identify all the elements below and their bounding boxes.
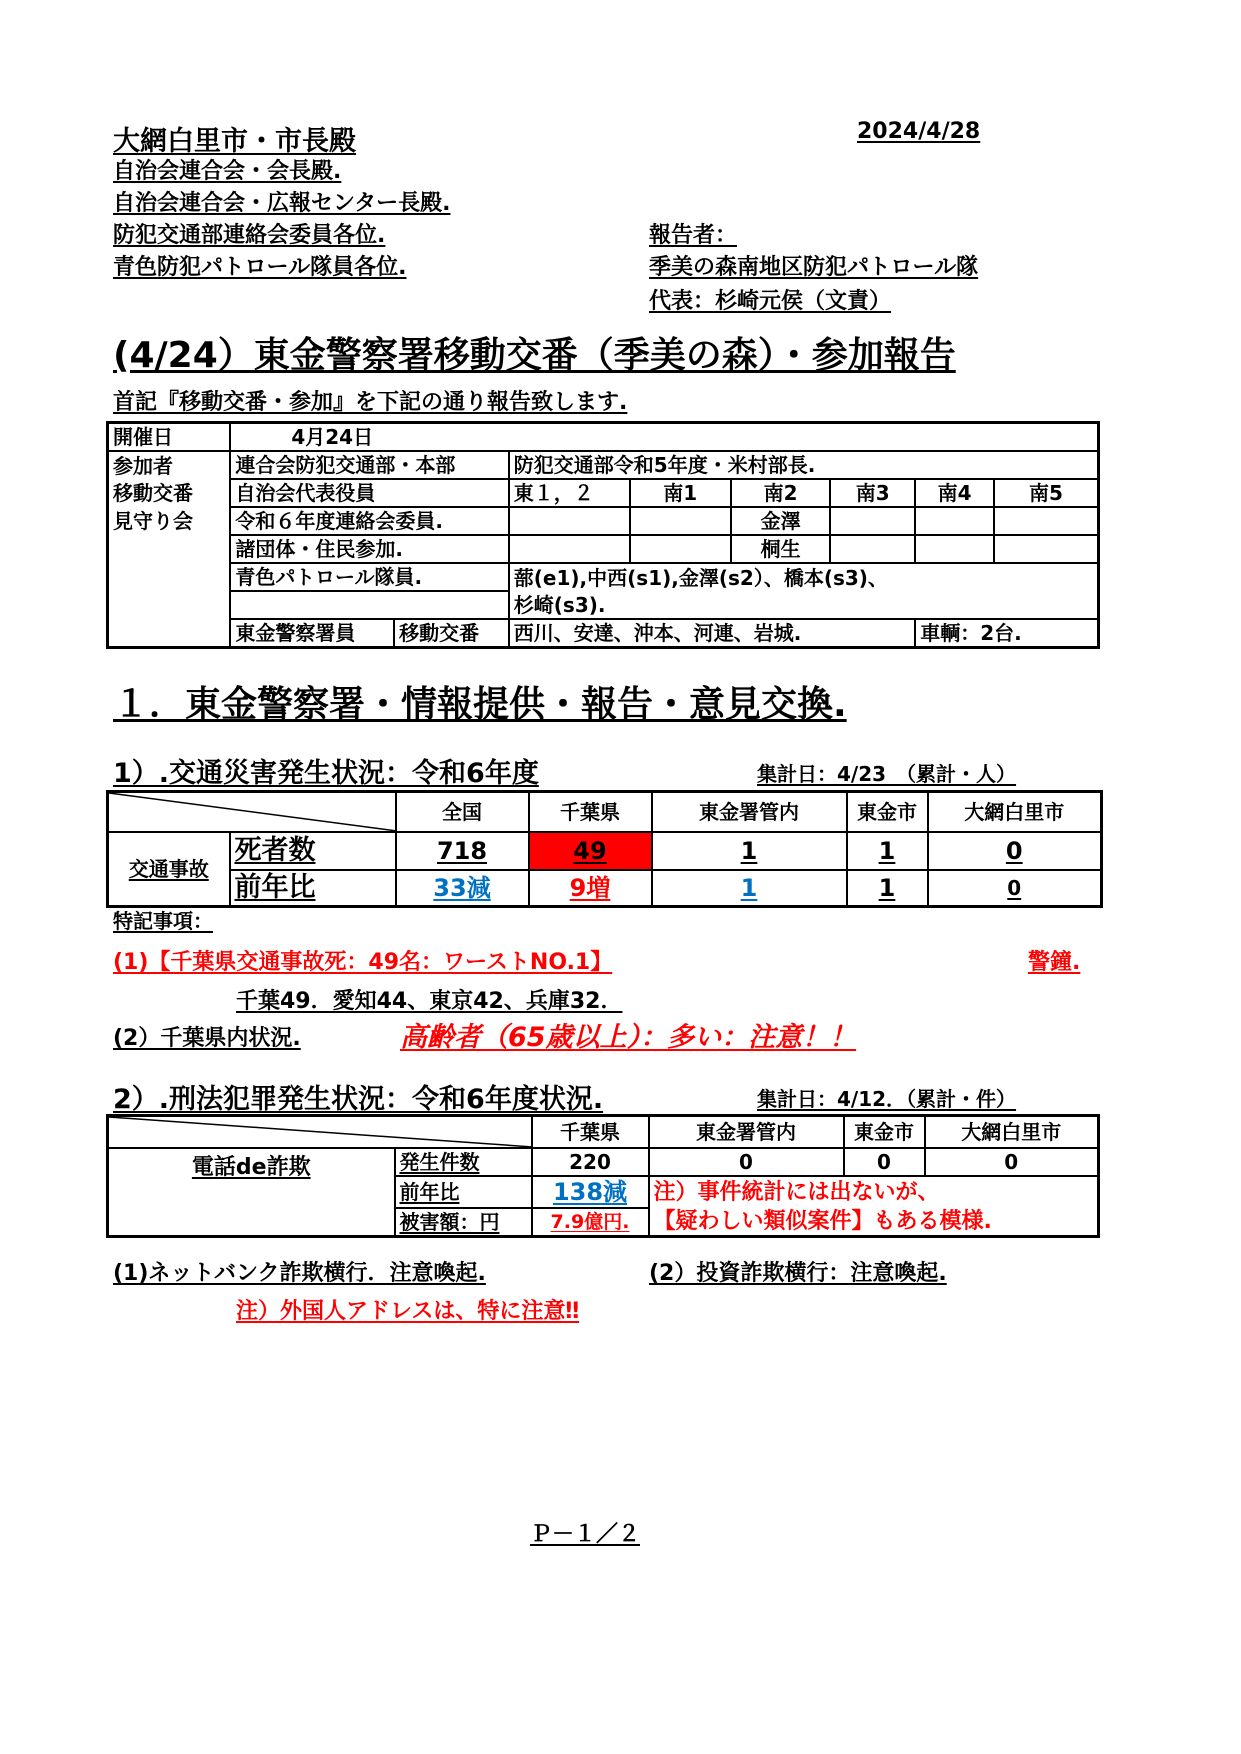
member-kiryu: 桐生 (731, 535, 830, 563)
yoy-chiba: 9増 (529, 870, 652, 907)
deaths-togane-city: 1 (847, 832, 928, 870)
addressee-chair: 自治会連合会・会長殿. (113, 159, 342, 184)
reporter-org: 季美の森南地区防犯パトロール隊 (649, 255, 979, 280)
cases-togane-city: 0 (844, 1148, 925, 1176)
area-east: 東１，２ (509, 479, 630, 507)
crime-col-oamishirasato: 大網白里市 (925, 1116, 1099, 1149)
col-chiba: 千葉県 (529, 792, 652, 833)
page-number: Ｐ－１／２ (530, 1522, 641, 1547)
crime-remark2: 【疑わしい類似案件】もある模様. (649, 1208, 1099, 1237)
col-togane-city: 東金市 (847, 792, 928, 833)
addressee-committee: 防犯交通部連絡会委員各位. (113, 223, 386, 248)
intro-text: 首記『移動交番・参加』を下記の通り報告致します. (113, 390, 628, 415)
yoy-togane-city: 1 (847, 870, 928, 907)
traffic-note2-label: (2）千葉県内状況. (113, 1026, 301, 1051)
crime-col-togane-city: 東金市 (844, 1116, 925, 1149)
area-s1: 南1 (630, 479, 731, 507)
date-value: 4月24日 (230, 423, 1098, 452)
deaths-oamishirasato: 0 (928, 832, 1102, 870)
traffic-table (106, 790, 1103, 908)
col-national: 全国 (396, 792, 529, 833)
reporter-rep: 代表：杉崎元侯（文責） (649, 289, 892, 314)
deaths-togane-station: 1 (652, 832, 847, 870)
watch-label: 見守り会 (108, 507, 231, 535)
group-reps: 自治会代表役員 (230, 479, 508, 507)
crime-cases-label: 発生件数 (395, 1148, 532, 1176)
cases-chiba: 220 (532, 1148, 649, 1176)
col-oamishirasato: 大網白里市 (928, 792, 1102, 833)
page-title: (4/24）東金警察署移動交番（季美の森）・参加報告 (113, 335, 956, 376)
event-table (106, 421, 1100, 649)
traffic-note2-value: 高齢者（65歳以上）：多い：注意！！ (400, 1022, 857, 1053)
crime-remark1: 注）事件統計には出ないが、 (649, 1176, 1099, 1208)
dept-head: 防犯交通部令和5年度・米村部長. (509, 451, 1099, 479)
area-s3: 南3 (830, 479, 915, 507)
participants-label: 参加者 (108, 451, 231, 479)
crime-yoy-chiba: 138減 (532, 1176, 649, 1208)
report-date: 2024/4/28 (857, 119, 981, 144)
group-residents: 諸団体・住民参加. (230, 535, 508, 563)
traffic-heading: 1）.交通災害発生状況：令和6年度 (113, 758, 539, 789)
row-yoy-label: 前年比 (230, 870, 396, 907)
group-patrol: 青色パトロール隊員. (230, 563, 508, 591)
notes-label: 特記事項： (113, 909, 213, 933)
crime-note1: (1)ネットバンク詐欺横行．注意喚起. (113, 1261, 486, 1286)
cases-togane-station: 0 (649, 1148, 844, 1176)
crime-row-group: 電話de詐欺 (108, 1148, 395, 1237)
reporter-label: 報告者： (649, 223, 738, 248)
traffic-row-group: 交通事故 (108, 832, 230, 907)
group-hq: 連合会防犯交通部・本部 (230, 451, 508, 479)
traffic-agg: 集計日：4/23 （累計・人） (757, 762, 1017, 786)
cases-oamishirasato: 0 (925, 1148, 1099, 1176)
traffic-note1: (1)【千葉県交通事故死：49名：ワーストNO.1】 (113, 950, 613, 975)
area-s5: 南5 (994, 479, 1098, 507)
area-s2: 南2 (731, 479, 830, 507)
patrol-members-2: 杉崎(s3). (509, 591, 1099, 619)
vehicles: 車輌：2台. (915, 619, 1098, 648)
crime-col-togane-station: 東金署管内 (649, 1116, 844, 1149)
police-label: 東金警察署員 (230, 619, 394, 648)
crime-col-chiba: 千葉県 (532, 1116, 649, 1149)
crime-note3: 注）外国人アドレスは、特に注意‼ (236, 1299, 580, 1324)
diagonal-header (108, 792, 396, 833)
deaths-chiba: 49 (529, 832, 652, 870)
date-label: 開催日 (108, 423, 231, 452)
addressee-mayor: 大網白里市・市長殿 (113, 126, 356, 157)
crime-diagonal-header (108, 1116, 532, 1149)
police-unit: 移動交番 (394, 619, 509, 648)
crime-note2: (2）投資詐欺横行：注意喚起. (649, 1261, 947, 1286)
patrol-members-1: 蔀(e1),中西(s1),金澤(s2）、橋本(s3)、 (509, 563, 1099, 591)
row-deaths-label: 死者数 (230, 832, 396, 870)
crime-table (106, 1114, 1100, 1238)
crime-damage-label: 被害額：円 (395, 1208, 532, 1237)
yoy-national: 33減 (396, 870, 529, 907)
group-committee: 令和６年度連絡会委員. (230, 507, 508, 535)
crime-damage-chiba: 7.9億円. (532, 1208, 649, 1237)
traffic-note1-detail: 千葉49．愛知44、東京42、兵庫32． (236, 989, 623, 1014)
mobile-koban-label: 移動交番 (108, 479, 231, 507)
col-togane-station: 東金署管内 (652, 792, 847, 833)
crime-agg: 集計日：4/12．（累計・件） (757, 1087, 1017, 1111)
alarm-text: 警鐘. (1028, 950, 1081, 975)
addressee-patrol: 青色防犯パトロール隊員各位. (113, 255, 407, 280)
area-s4: 南4 (915, 479, 994, 507)
crime-heading: 2）.刑法犯罪発生状況：令和6年度状況. (113, 1084, 604, 1115)
member-kanazawa: 金澤 (731, 507, 830, 535)
yoy-togane-station: 1 (652, 870, 847, 907)
yoy-oamishirasato: 0 (928, 870, 1102, 907)
police-members: 西川、安達、沖本、河連、岩城. (509, 619, 915, 648)
crime-yoy-label: 前年比 (395, 1176, 532, 1208)
section1-title: １．東金警察署・情報提供・報告・意見交換. (113, 684, 847, 725)
addressee-pr: 自治会連合会・広報センター長殿. (113, 191, 451, 216)
deaths-national: 718 (396, 832, 529, 870)
